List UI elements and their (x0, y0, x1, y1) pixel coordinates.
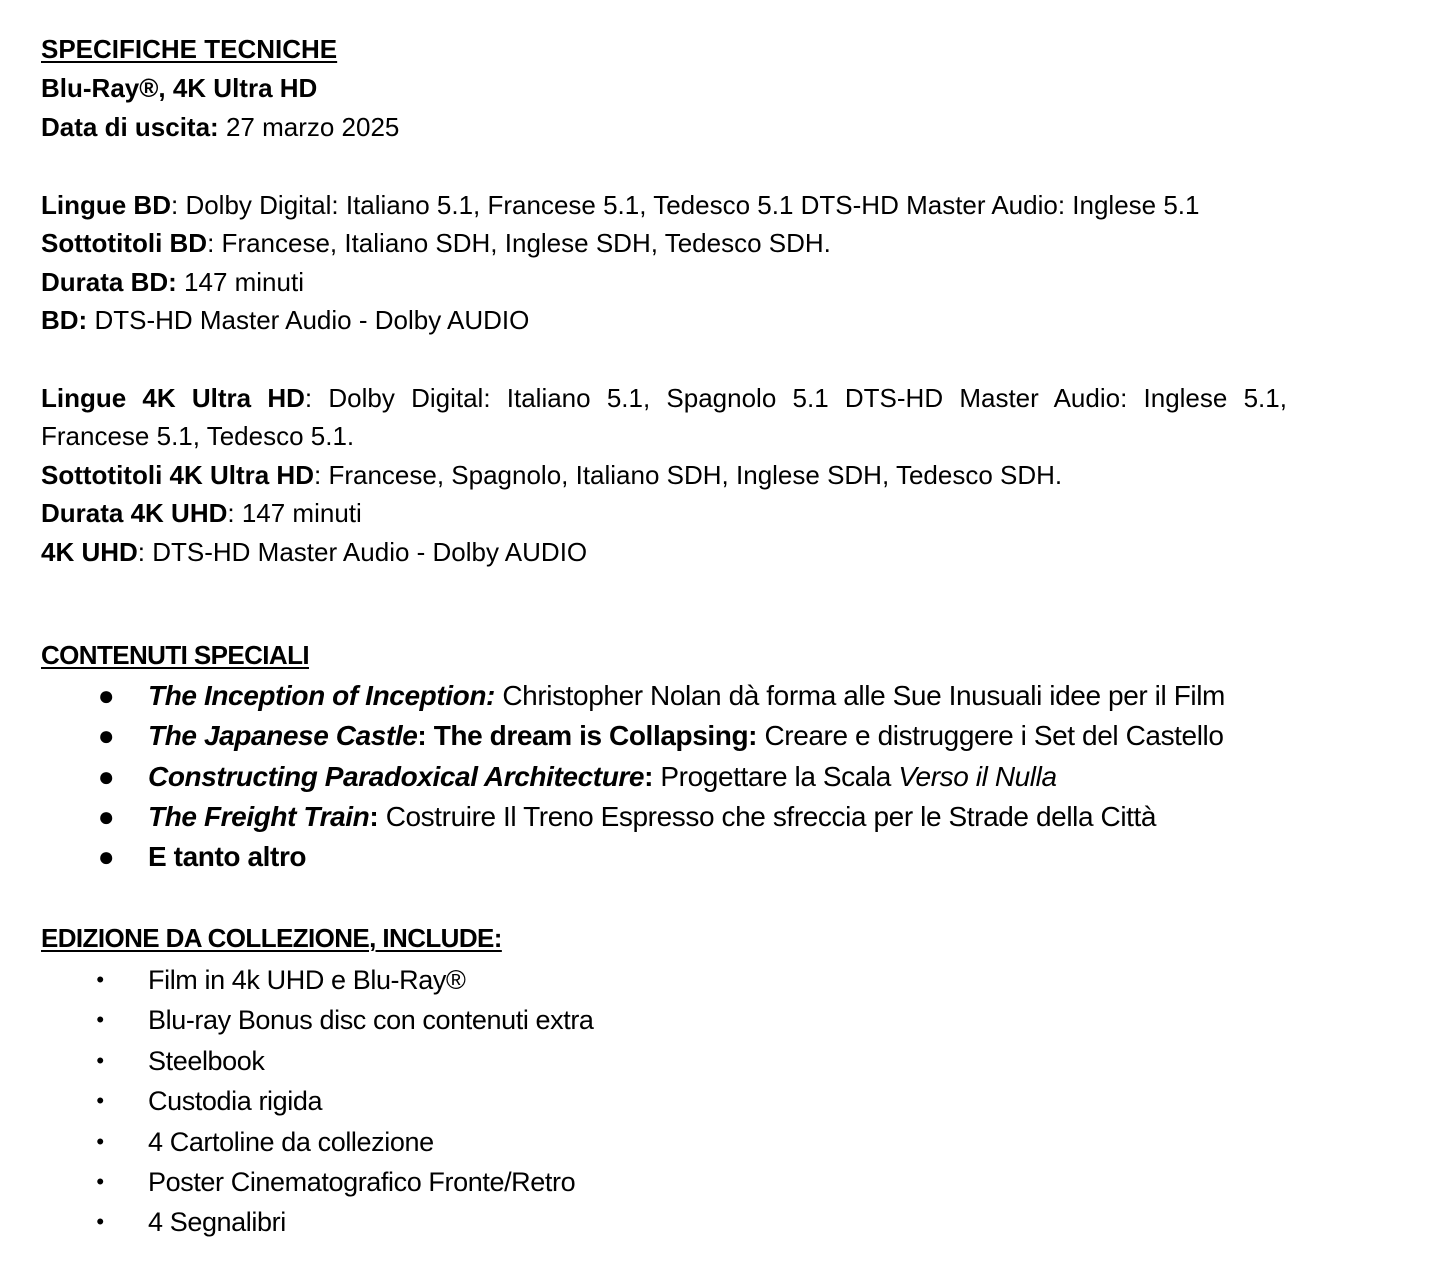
bd-subtitles-label: Sottotitoli BD (41, 228, 208, 258)
bullet-icon: ● (97, 801, 115, 832)
bd-duration-line (41, 266, 304, 298)
bullet-icon: • (96, 1007, 104, 1032)
bullet-icon: • (96, 1209, 104, 1234)
bd-audio-value: DTS-HD Master Audio - Dolby AUDIO (87, 305, 530, 335)
special-content-more: E tanto altro (148, 841, 307, 872)
bullet-icon: ● (97, 761, 115, 792)
bd-subtitles-line (41, 227, 831, 259)
special-content-subtitle: : The dream is Collapsing: (417, 720, 758, 751)
bullet-icon: • (96, 967, 104, 992)
collector-item-label: Steelbook (148, 1046, 265, 1076)
release-date-line (41, 111, 399, 143)
uhd-languages-value: : Dolby Digital: Italiano 5.1, Spagnolo 5.1 DTS-HD Master Audio: Inglese 5.1, (304, 383, 1287, 413)
bullet-icon: • (96, 1088, 104, 1113)
collector-edition-heading: EDIZIONE DA COLLEZIONE, INCLUDE: (41, 923, 502, 953)
release-date-value: 27 marzo 2025 (218, 112, 400, 142)
uhd-subtitles-value: : Francese, Spagnolo, Italiano SDH, Inglese SDH, Tedesco SDH. (314, 460, 1063, 490)
bullet-icon: • (96, 1048, 104, 1073)
bd-duration-label: Durata BD: (41, 267, 177, 297)
uhd-languages-label: Lingue 4K Ultra HD (41, 383, 305, 413)
collector-item-label: 4 Cartoline da collezione (148, 1127, 434, 1157)
bd-languages-value: : Dolby Digital: Italiano 5.1, Francese 5.1, Tedesco 5.1 DTS-HD Master Audio: Inglese 5.1 (171, 190, 1200, 220)
uhd-subtitles-line (41, 459, 1062, 491)
bd-languages-line (41, 189, 1200, 221)
collector-item-label: Poster Cinematografico Fronte/Retro (148, 1167, 576, 1197)
bd-subtitles-value: : Francese, Italiano SDH, Inglese SDH, Tedesco SDH. (207, 228, 831, 258)
special-contents-heading: CONTENUTI SPECIALI (41, 640, 309, 670)
special-content-title: The Freight Train (148, 801, 370, 832)
uhd-subtitles-label: Sottotitoli 4K Ultra HD (41, 460, 314, 490)
uhd-audio-label: 4K UHD (41, 537, 138, 567)
bd-audio-label: BD: (41, 305, 88, 335)
bd-languages-label: Lingue BD (41, 190, 171, 220)
uhd-audio-value: : DTS-HD Master Audio - Dolby AUDIO (137, 537, 588, 567)
bullet-icon: • (96, 1129, 104, 1154)
uhd-languages-line (41, 382, 1287, 414)
uhd-audio-line (41, 536, 587, 568)
special-content-desc: Costruire Il Treno Espresso che sfreccia per le Strade della Città (378, 801, 1157, 832)
collector-item-label: Blu-ray Bonus disc con contenuti extra (148, 1005, 594, 1035)
collector-item-label: Custodia rigida (148, 1086, 323, 1116)
collector-item-label: 4 Segnalibri (148, 1207, 286, 1237)
bullet-icon: ● (97, 720, 115, 751)
bullet-icon: ● (97, 841, 115, 872)
uhd-duration-label: Durata 4K UHD (41, 498, 228, 528)
special-content-desc-italic: Verso il Nulla (898, 761, 1057, 792)
special-content-desc: Christopher Nolan dà forma alle Sue Inusuali idee per il Film (494, 680, 1225, 711)
uhd-languages-line-2: Francese 5.1, Tedesco 5.1. (41, 421, 355, 451)
special-content-subtitle: : (369, 801, 379, 832)
release-date-label: Data di uscita: (41, 112, 219, 142)
bullet-icon: • (96, 1169, 104, 1194)
special-content-title: The Inception of Inception: (148, 680, 495, 711)
special-content-subtitle: : (644, 761, 654, 792)
formats-line: Blu-Ray®, 4K Ultra HD (41, 73, 318, 103)
uhd-duration-line (41, 497, 362, 529)
special-content-title: The Japanese Castle (148, 720, 418, 751)
special-content-desc: Progettare la Scala (653, 761, 899, 792)
uhd-duration-value: : 147 minuti (227, 498, 362, 528)
special-content-title: Constructing Paradoxical Architecture (148, 761, 645, 792)
special-content-desc: Creare e distruggere i Set del Castello (757, 720, 1224, 751)
tech-specs-heading: SPECIFICHE TECNICHE (41, 34, 338, 64)
bd-duration-value: 147 minuti (176, 267, 304, 297)
collector-item-label: Film in 4k UHD e Blu-Ray® (148, 965, 466, 995)
bullet-icon: ● (97, 680, 115, 711)
bd-audio-line (41, 304, 529, 336)
